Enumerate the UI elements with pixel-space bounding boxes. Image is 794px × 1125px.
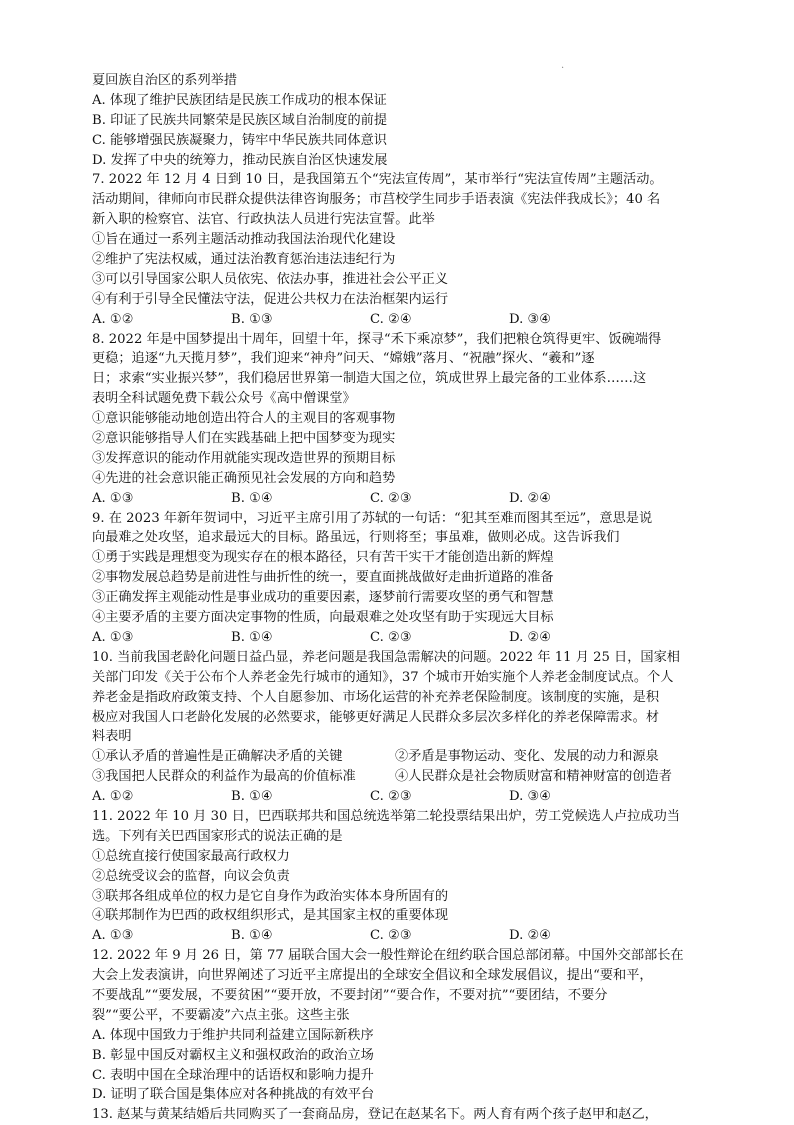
question-stem-line: 向最难之处攻坚，追求最远大的目标。路虽远，行则将至；事虽难，做则必成。这告诉我们 xyxy=(92,530,620,546)
statement-item: ③我国把人民群众的利益作为最高的价值标准 xyxy=(92,769,356,785)
question-stem-line: 养老金是指政府政策支持、个人自愿参加、市场化运营的补充养老保险制度。该制度的实施，是积 xyxy=(92,689,660,705)
answer-options xyxy=(92,628,732,648)
answer-option: B. 印证了民族共同繁荣是民族区域自治制度的前提 xyxy=(92,112,388,128)
answer-options xyxy=(92,787,732,807)
statement-item: ④先进的社会意识能正确预见社会发展的方向和趋势 xyxy=(92,470,396,486)
statement-item: ④人民群众是社会物质财富和精神财富的创造者 xyxy=(395,769,672,785)
answer-option: A. 体现中国致力于维护共同利益建立国际新秩序 xyxy=(92,1027,374,1043)
option-d: D. ③④ xyxy=(509,311,552,327)
question-stem-line: 活动期间，律师向市民群众提供法律咨询服务；市莒校学生同步手语表演《宪法伴我成长》；40 名 xyxy=(92,192,661,208)
question-stem-line: 11. 2022 年 10 月 30 日，巴西联邦共和国总统选举第二轮投票结果出炉，劳工党候选人卢拉成功当 xyxy=(92,808,680,824)
option-b: B. ①④ xyxy=(231,629,273,645)
question-stem-line: 7. 2022 年 12 月 4 日到 10 日，是我国第五个“宪法宣传周”，某市举行“宪法宣传周”主题活动。 xyxy=(92,172,663,188)
option-b: B. ①④ xyxy=(231,928,273,944)
statement-item: ②事物发展总趋势是前进性与曲折性的统一，要直面挑战做好走曲折道路的准备 xyxy=(92,570,554,586)
question-stem-line: 12. 2022 年 9 月 26 日，第 77 届联合国大会一般性辩论在纽约联合国总部闭幕。中国外交部部长在 xyxy=(92,948,684,964)
question-stem-line: 表明全科试题免费下载公众号《高中僧课堂》 xyxy=(92,391,356,407)
question-stem-line: 更稳；追逐“九天揽月梦”，我们迎来“神舟”问天、“嫦娥”落月、“祝融”探火、“羲和”逐 xyxy=(92,351,595,367)
statement-item: ②矛盾是事物运动、变化、发展的动力和源泉 xyxy=(395,749,659,765)
question-stem-line: 13. 赵某与黄某结婚后共同购买了一套商品房，登记在赵某名下。两人育有两个孩子赵甲和赵乙， xyxy=(92,1107,658,1123)
question-stem-line: 日；求索“实业振兴梦”，我们稳居世界第一制造大国之位，筑成世界上最完备的工业体系……这 xyxy=(92,371,647,387)
statement-item: ③联邦各组成单位的权力是它自身作为政治实体本身所固有的 xyxy=(92,888,449,904)
question-13 xyxy=(92,1105,732,1125)
statement-item: ①勇于实践是理想变为现实存在的根本路径，只有苦干实干才能创造出新的辉煌 xyxy=(92,550,554,566)
page-content xyxy=(92,71,732,1125)
option-b: B. ①③ xyxy=(231,311,273,327)
answer-options xyxy=(92,489,732,509)
question-10 xyxy=(92,648,732,807)
question-stem-line: 极应对我国人口老龄化发展的必然要求，能够更好满足人民群众多层次多样化的养老保障需求。材 xyxy=(92,709,660,725)
option-c: C. ②④ xyxy=(370,311,412,327)
question-stem-line: 不要战乱”“要发展，不要贫困”“要开放，不要封闭”“要合作，不要对抗”“要团结，不要分 xyxy=(92,987,608,1003)
statement-item: ③可以引导国家公职人员依宪、依法办事，推进社会公平正义 xyxy=(92,271,449,287)
option-c: C. ②③ xyxy=(370,629,412,645)
answer-option: B. 彰显中国反对霸权主义和强权政治的政治立场 xyxy=(92,1047,374,1063)
statement-item: ④主要矛盾的主要方面决定事物的性质，向最艰难之处攻坚有助于实现远大目标 xyxy=(92,610,554,626)
option-a: A. ①② xyxy=(92,789,134,805)
statement-item: ②维护了宪法权威，通过法治教育惩治违法违纪行为 xyxy=(92,252,396,268)
option-d: D. ②④ xyxy=(509,928,552,944)
option-d: D. ②④ xyxy=(509,629,552,645)
statement-item: ③发挥意识的能动作用就能实现改造世界的预期目标 xyxy=(92,450,396,466)
answer-option: D. 证明了联合国是集体应对各种挑战的有效平台 xyxy=(92,1087,375,1103)
statement-pair xyxy=(92,747,732,767)
question-7 xyxy=(92,170,732,329)
page-mark: . xyxy=(561,60,565,71)
option-b: B. ①④ xyxy=(231,490,273,506)
question-stem-line: 新入职的检察官、法官、行政执法人员进行宪法宣誓。此举 xyxy=(92,212,435,228)
statement-pair xyxy=(92,767,732,787)
question-9 xyxy=(92,509,732,648)
option-b: B. ①④ xyxy=(231,789,273,805)
option-d: D. ③④ xyxy=(509,789,552,805)
question-6-tail xyxy=(92,71,732,170)
option-c: C. ②③ xyxy=(370,789,412,805)
answer-options xyxy=(92,310,732,330)
statement-item: ①意识能够能动地创造出符合人的主观目的客观事物 xyxy=(92,411,396,427)
statement-item: ④有利于引导全民懂法守法，促进公共权力在法治框架内运行 xyxy=(92,291,449,307)
option-a: A. ①③ xyxy=(92,629,134,645)
answer-option: C. 能够增强民族凝聚力，铸牢中华民族共同体意识 xyxy=(92,132,387,148)
statement-item: ④联邦制作为巴西的政权组织形式，是其国家主权的重要体现 xyxy=(92,908,449,924)
option-a: A. ①③ xyxy=(92,928,134,944)
question-stem-line: 关部门印发《关于公布个人养老金先行城市的通知》，37 个城市开始实施个人养老金制度试点。个人 xyxy=(92,669,674,685)
question-stem-line: 选。下列有关巴西国家形式的说法正确的是 xyxy=(92,828,343,844)
statement-item: ①总统直接行使国家最高行政权力 xyxy=(92,848,290,864)
question-stem-line: 10. 当前我国老龄化问题日益凸显，养老问题是我国急需解决的问题。2022 年 11 月 25 日，国家相 xyxy=(92,649,680,665)
option-c: C. ②③ xyxy=(370,490,412,506)
question-stem-line: 裂”“要公平，不要霸凌”六点主张。这些主张 xyxy=(92,1007,350,1023)
question-11 xyxy=(92,807,732,946)
statement-item: ②意识能够指导人们在实践基础上把中国梦变为现实 xyxy=(92,431,396,447)
statement-item: ③正确发挥主观能动性是事业成功的重要因素，逐梦前行需要攻坚的勇气和智慧 xyxy=(92,590,554,606)
option-a: A. ①② xyxy=(92,311,134,327)
question-stem-line: 大会上发表演讲，向世界阐述了习近平主席提出的全球安全倡议和全球发展倡议，提出“要和平， xyxy=(92,968,653,984)
answer-option: D. 发挥了中央的统筹力，推动民族自治区快速发展 xyxy=(92,152,388,168)
option-d: D. ②④ xyxy=(509,490,552,506)
statement-item: ①旨在通过一系列主题活动推动我国法治现代化建设 xyxy=(92,232,396,248)
question-12 xyxy=(92,946,732,1105)
option-a: A. ①③ xyxy=(92,490,134,506)
statement-item: ②总统受议会的监督，向议会负责 xyxy=(92,868,290,884)
answer-option: A. 体现了维护民族团结是民族工作成功的根本保证 xyxy=(92,92,387,108)
statement-item: ①承认矛盾的普遍性是正确解决矛盾的关键 xyxy=(92,749,343,765)
question-stem-line: 8. 2022 年是中国梦提出十周年，回望十年，探寻“禾下乘凉梦”，我们把粮仓筑得更牢、饭碗端得 xyxy=(92,331,662,347)
question-8 xyxy=(92,330,732,509)
question-stem-line: 料表明 xyxy=(92,729,132,745)
text-line: 夏回族自治区的系列举措 xyxy=(92,73,238,88)
answer-options xyxy=(92,926,732,946)
option-c: C. ②③ xyxy=(370,928,412,944)
question-stem-line: 9. 在 2023 年新年贺词中，习近平主席引用了苏轼的一句话：“犯其至难而图其至远”，意思是说 xyxy=(92,510,653,526)
answer-option: C. 表明中国在全球治理中的话语权和影响力提升 xyxy=(92,1067,374,1083)
